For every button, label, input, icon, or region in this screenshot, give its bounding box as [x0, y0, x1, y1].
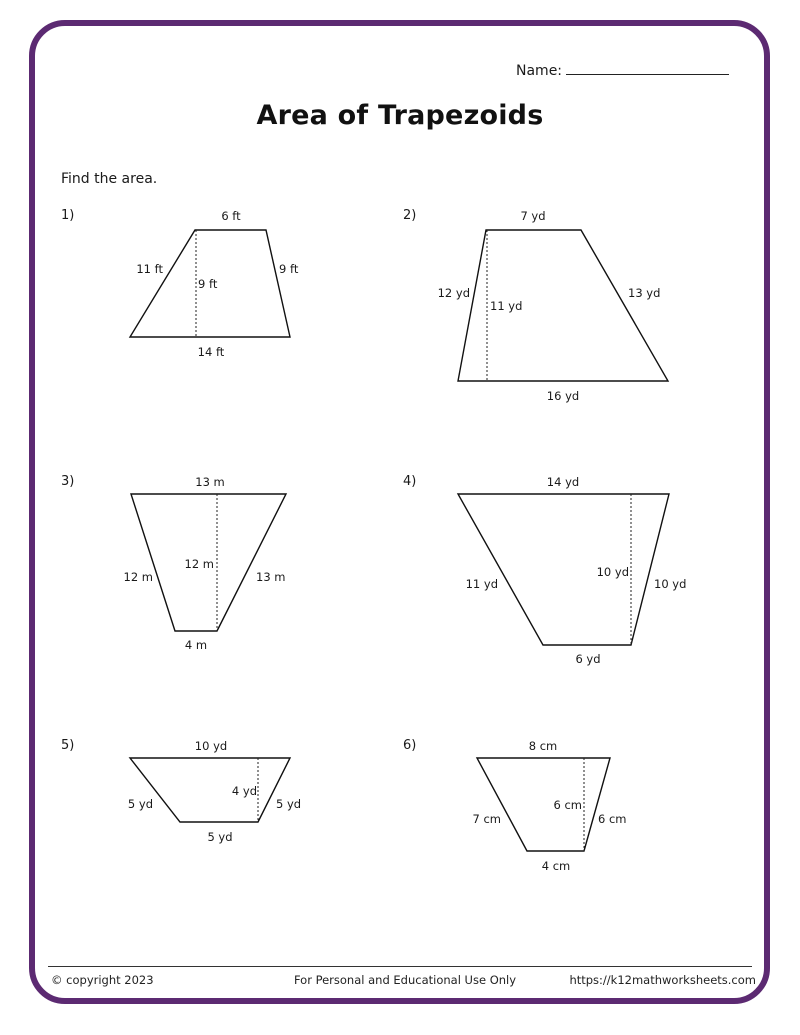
problem-4-left-side: 11 yd [465, 577, 498, 591]
problem-5-trapezoid [127, 758, 290, 822]
problem-5-top-base: 10 yd [194, 739, 228, 753]
problem-4-number: 4) [403, 474, 417, 489]
problem-1-left-side: 11 ft [136, 262, 163, 276]
problem-4-bottom-base: 6 yd [575, 652, 601, 666]
problem-5-right-side: 5 yd [276, 797, 302, 811]
footer-divider [48, 966, 752, 967]
problem-6-trapezoid [477, 758, 610, 851]
problem-4-height: 10 yd [596, 565, 629, 579]
problem-3-height: 12 m [184, 557, 214, 571]
problem-1-top-base: 6 ft [221, 209, 241, 223]
problem-5-height: 4 yd [231, 784, 257, 798]
problem-6-right-side: 6 cm [598, 812, 627, 826]
problem-2-height: 11 yd [490, 299, 523, 313]
problem-2-figure [438, 209, 668, 403]
problem-6-top-base: 8 cm [528, 739, 558, 753]
worksheet-title: Area of Trapezoids [256, 100, 544, 131]
problem-1-figure [130, 209, 299, 359]
footer-usage-notice: For Personal and Educational Use Only [293, 973, 517, 987]
problem-5-left-side: 5 yd [127, 797, 153, 811]
problem-3-number: 3) [61, 474, 75, 489]
problem-6-height: 6 cm [553, 798, 582, 812]
problem-3-figure [124, 475, 287, 652]
problem-3-top-base: 13 m [195, 475, 225, 489]
problem-3-bottom-base: 4 m [184, 638, 208, 652]
problem-6-bottom-base: 4 cm [541, 859, 571, 873]
problem-1-height: 9 ft [198, 277, 218, 291]
problem-5-number: 5) [61, 738, 75, 753]
problem-6-number: 6) [403, 738, 417, 753]
problem-6-figure [473, 739, 627, 873]
problem-1-bottom-base: 14 ft [197, 345, 225, 359]
problem-2-number: 2) [403, 208, 417, 223]
problem-4-right-side: 10 yd [654, 577, 687, 591]
problem-3-right-side: 13 m [256, 570, 286, 584]
problem-5-figure [128, 739, 301, 844]
instructions: Find the area. [61, 171, 158, 187]
footer-copyright: © copyright 2023 [51, 973, 154, 987]
problem-5-bottom-base: 5 yd [207, 830, 233, 844]
problem-2-top-base: 7 yd [520, 209, 546, 223]
problem-2-bottom-base: 16 yd [546, 389, 580, 403]
problem-4-trapezoid [458, 494, 669, 645]
problem-1-number: 1) [61, 208, 75, 223]
problem-1-right-side: 9 ft [279, 262, 299, 276]
problem-2-left-side: 12 yd [437, 286, 470, 300]
name-label: Name: [516, 63, 563, 79]
problem-4-figure [458, 475, 686, 666]
problem-4-top-base: 14 yd [546, 475, 580, 489]
problem-6-left-side: 7 cm [472, 812, 501, 826]
problem-3-left-side: 12 m [123, 570, 153, 584]
problem-2-right-side: 13 yd [628, 286, 661, 300]
footer-website-link[interactable]: https://k12mathworksheets.com [569, 973, 756, 987]
